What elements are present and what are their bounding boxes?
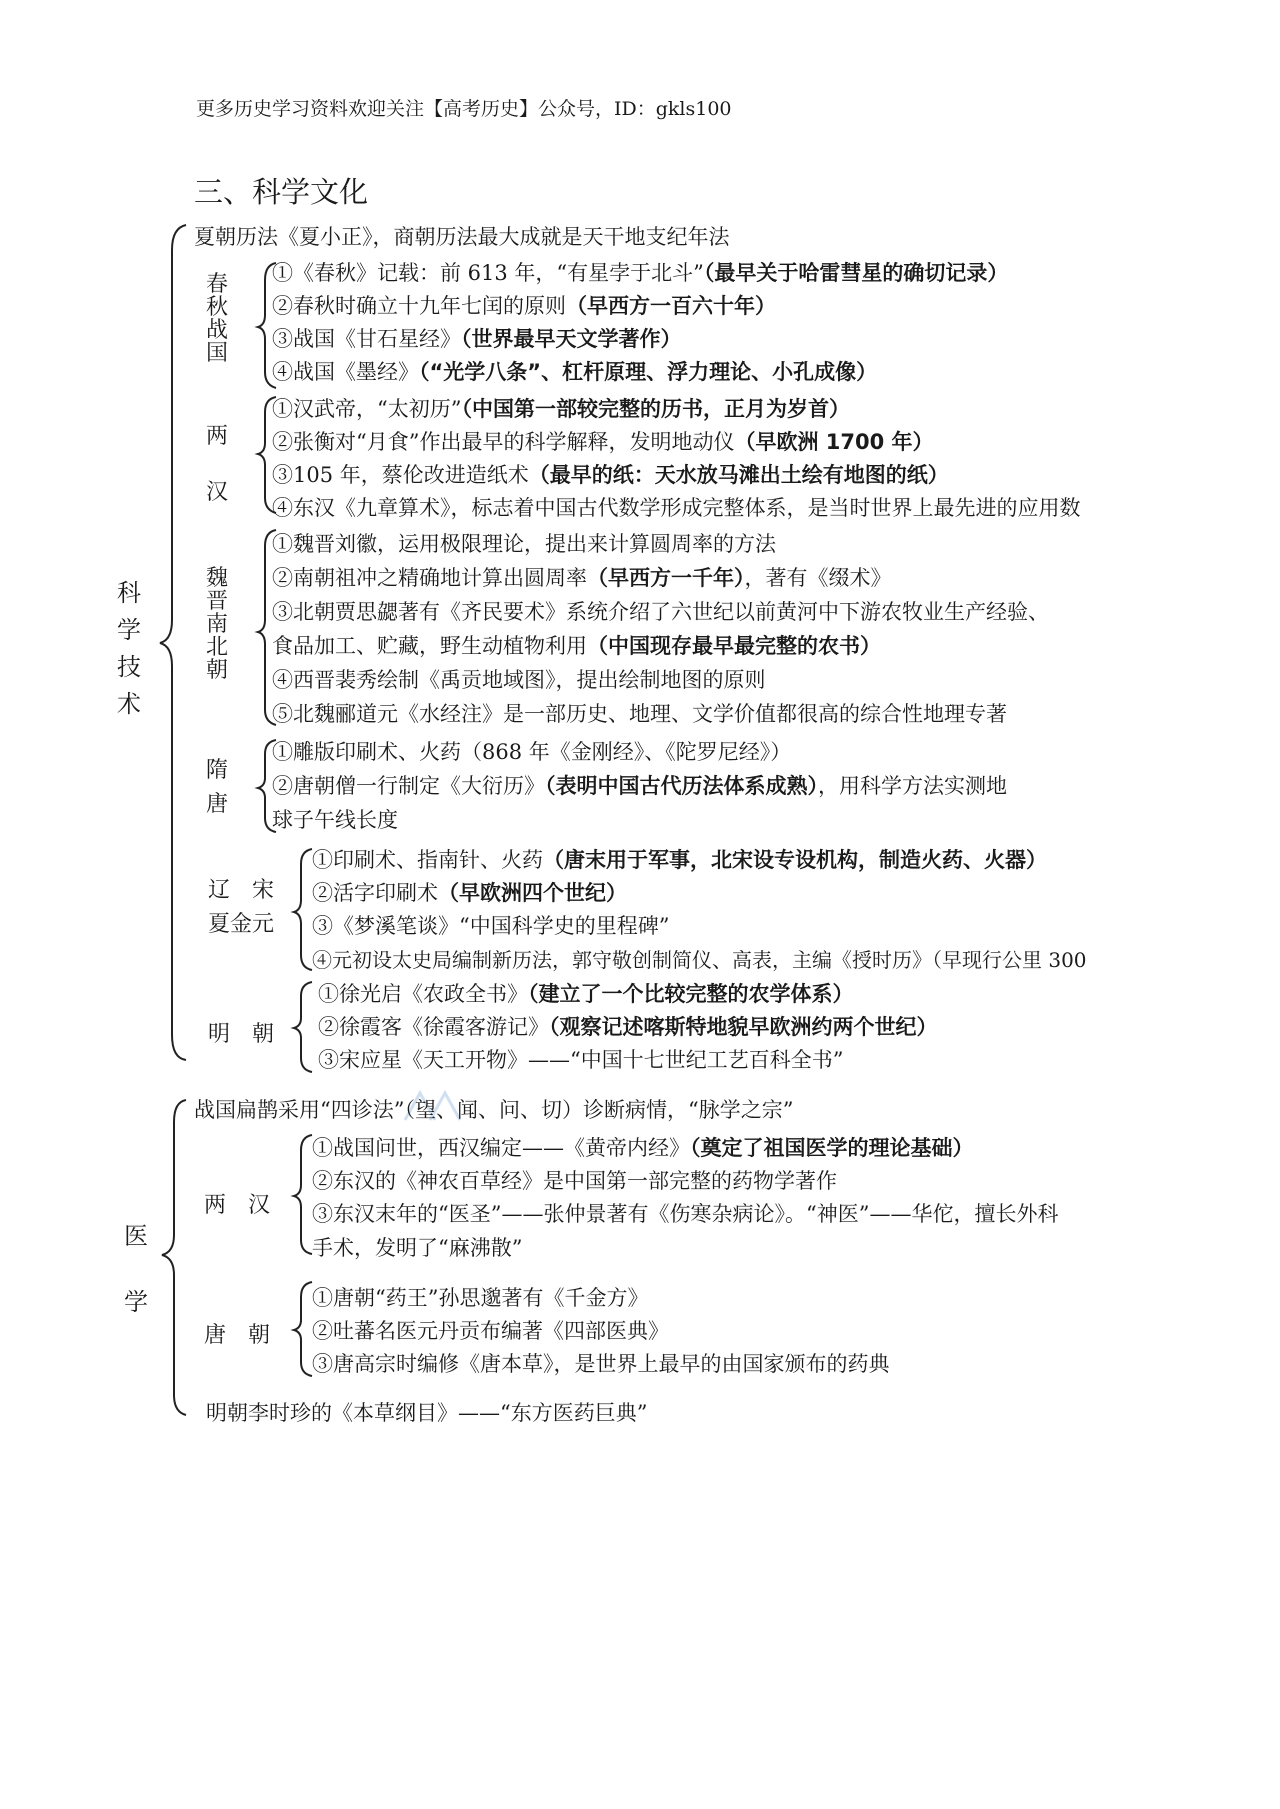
chunqiu-item-1: ①《春秋》记载：前 613 年，“有星孛于北斗”（最早关于哈雷彗星的确切记录） [272, 261, 1009, 285]
suitang-label-a: 隋 [206, 758, 229, 783]
medicine-outro: 明朝李时珍的《本草纲目》——“东方医药巨典” [206, 1401, 648, 1425]
med-tang-label: 唐 朝 [204, 1323, 271, 1348]
liaosong-item-3: ③《梦溪笔谈》“中国科学史的里程碑” [312, 914, 670, 938]
suitang-item-1: ①雕版印刷术、火药（868 年《金刚经》、《陀罗尼经》） [272, 740, 792, 764]
lianghan-item-4: ④东汉《九章算术》，标志着中国古代数学形成完整体系，是当时世界上最先进的应用数 [272, 496, 1081, 520]
med-tang-brace [294, 1282, 312, 1376]
medicine-label-b: 学 [124, 1288, 148, 1316]
chunqiu-item-2: ②春秋时确立十九年七闰的原则（早西方一百六十年） [272, 294, 776, 318]
chunqiu-label: 春秋战国 [205, 272, 228, 367]
med-tang-item-3: ③唐高宗时编修《唐本草》，是世界上最早的由国家颁布的药典 [312, 1352, 890, 1376]
med-lianghan-label: 两 汉 [204, 1193, 271, 1218]
ming-item-2: ②徐霞客《徐霞客游记》（观察记述喀斯特地貌早欧洲约两个世纪） [318, 1015, 938, 1039]
lianghan-item-1: ①汉武帝，“太初历”（中国第一部较完整的历书，正月为岁首） [272, 397, 850, 421]
weijin-item-3: ③北朝贾思勰著有《齐民要术》系统介绍了六世纪以前黄河中下游农牧业生产经验、 [272, 600, 1049, 624]
med-lianghan-brace [294, 1135, 312, 1254]
liaosong-item-1: ①印刷术、指南针、火药（唐末用于军事，北宋设专设机构，制造火药、火器） [312, 848, 1047, 872]
weijin-item-2: ②南朝祖冲之精确地计算出圆周率（早西方一千年），著有《缀术》 [272, 566, 892, 590]
medicine-brace [162, 1100, 186, 1415]
liaosong-brace [294, 849, 312, 970]
weijin-item-5: ⑤北魏郦道元《水经注》是一部历史、地理、文学价值都很高的综合性地理专著 [272, 702, 1007, 726]
ming-label: 明 朝 [208, 1022, 275, 1047]
weijin-item-1: ①魏晋刘徽，运用极限理论，提出来计算圆周率的方法 [272, 532, 776, 556]
science-brace [160, 225, 186, 1060]
lianghan-item-2: ②张衡对“月食”作出最早的科学解释，发明地动仪（早欧洲 1700 年） [272, 430, 934, 454]
lianghan-label-a: 两 [206, 424, 229, 449]
weijin-brace [258, 530, 276, 725]
liaosong-label-a: 辽 宋 [208, 878, 275, 903]
medicine-label-a: 医 [124, 1222, 148, 1250]
suitang-label-b: 唐 [206, 792, 229, 817]
chunqiu-item-4: ④战国《墨经》（“光学八条”、杠杆原理、浮力理论、小孔成像） [272, 360, 878, 384]
med-tang-item-1: ①唐朝“药王”孙思邈著有《千金方》 [312, 1286, 649, 1310]
med-lianghan-item-1: ①战国问世，西汉编定——《黄帝内经》（奠定了祖国医学的理论基础） [312, 1136, 974, 1160]
suitang-item-2: ②唐朝僧一行制定《大衍历》（表明中国古代历法体系成熟），用科学方法实测地 [272, 774, 1007, 798]
liaosong-label-b: 夏金元 [208, 912, 275, 937]
page-title: 三、科学文化 [194, 175, 369, 209]
ming-item-1: ①徐光启《农政全书》（建立了一个比较完整的农学体系） [318, 982, 854, 1006]
weijin-label: 魏晋南北朝 [205, 566, 228, 684]
suitang-item-2-cont: 球子午线长度 [272, 808, 398, 832]
med-tang-item-2: ②吐蕃名医元丹贡布编著《四部医典》 [312, 1319, 669, 1343]
lianghan-label-b: 汉 [206, 480, 229, 505]
ming-brace [294, 982, 312, 1072]
med-lianghan-item-3: ③东汉末年的“医圣”——张仲景著有《伤寒杂病论》。“神医”——华佗，擅长外科 [312, 1202, 1059, 1226]
med-lianghan-item-2: ②东汉的《神农百草经》是中国第一部完整的药物学著作 [312, 1169, 837, 1193]
med-lianghan-item-3-cont: 手术，发明了“麻沸散” [312, 1236, 523, 1260]
weijin-item-4: ④西晋裴秀绘制《禹贡地域图》，提出绘制地图的原则 [272, 668, 766, 692]
weijin-item-3-cont: 食品加工、贮藏，野生动植物利用（中国现存最早最完整的农书） [272, 634, 881, 658]
science-label: 科学技术 [117, 579, 141, 718]
lianghan-item-3: ③105 年，蔡伦改进造纸术（最早的纸：天水放马滩出土绘有地图的纸） [272, 463, 949, 487]
science-intro: 夏朝历法《夏小正》，商朝历法最大成就是天干地支纪年法 [194, 225, 730, 249]
liaosong-item-2: ②活字印刷术（早欧洲四个世纪） [312, 881, 627, 905]
medicine-intro: 战国扁鹊采用“四诊法”（望、闻、问、切）诊断病情，“脉学之宗” [194, 1098, 794, 1122]
ming-item-3: ③宋应星《天工开物》——“中国十七世纪工艺百科全书” [318, 1048, 844, 1072]
chunqiu-item-3: ③战国《甘石星经》（世界最早天文学著作） [272, 327, 682, 351]
liaosong-item-4: ④元初设太史局编制新历法，郭守敬创制简仪、高表，主编《授时历》（早现行公里 300 [312, 948, 1087, 972]
header-notice: 更多历史学习资料欢迎关注【高考历史】公众号，ID：gkls100 [196, 98, 732, 120]
